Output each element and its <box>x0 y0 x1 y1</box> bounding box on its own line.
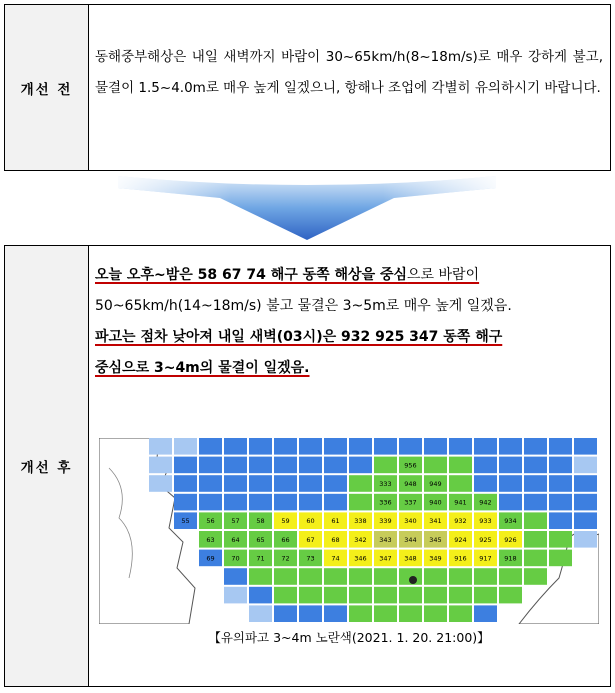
grid-cell-label: 949 <box>429 480 442 488</box>
grid-cell <box>399 605 422 622</box>
grid-cell <box>224 475 247 492</box>
content-cell-before <box>89 5 610 170</box>
grid-cell <box>574 494 597 511</box>
grid-cell <box>299 438 322 455</box>
grid-cell <box>449 587 472 604</box>
grid-cell-label: 57 <box>231 517 240 526</box>
grid-cell-label: 58 <box>256 517 265 526</box>
grid-cell-label: 56 <box>206 517 215 526</box>
grid-cell-label: 932 <box>454 517 467 526</box>
grid-cell <box>149 475 172 492</box>
grid-cell-label: 333 <box>379 480 392 488</box>
grid-cell <box>499 457 522 474</box>
grid-cell-label: 64 <box>231 535 240 544</box>
grid-cell <box>574 531 597 548</box>
grid-cell <box>224 587 247 604</box>
grid-cell <box>299 475 322 492</box>
grid-cell <box>574 512 597 529</box>
grid-cell <box>449 475 472 492</box>
grid-cell-label: 345 <box>429 535 442 544</box>
grid-cell-label: 926 <box>504 535 517 544</box>
grid-cell <box>549 457 572 474</box>
grid-cell <box>299 587 322 604</box>
grid-cell-label: 60 <box>306 517 315 526</box>
grid-cell <box>424 587 447 604</box>
grid-cell <box>374 587 397 604</box>
grid-cell <box>474 475 497 492</box>
before-paragraph: 동해중부해상은 내일 새벽까지 바람이 30~65km/h(8~18m/s)로 매우 강하게 불고, 물결이 1.5~4.0m로 매우 높게 일겠으니, 항해나 조업에 각별히 유의하시기 바랍니다. <box>95 49 603 96</box>
grid-cell-label: 916 <box>454 554 467 563</box>
wave-height-map <box>99 438 599 624</box>
grid-cell <box>474 438 497 455</box>
grid-cell <box>349 475 372 492</box>
grid-cell <box>274 438 297 455</box>
grid-cell <box>499 438 522 455</box>
grid-cell-label: 940 <box>429 498 442 507</box>
label-cell-before <box>5 5 89 170</box>
down-arrow-icon <box>0 172 615 244</box>
grid-cell-label: 336 <box>379 498 392 507</box>
grid-cell <box>374 568 397 585</box>
grid-cell-label: 948 <box>404 480 417 488</box>
grid-cell <box>324 568 347 585</box>
after-line-1-bold: 오늘 오후~밤은 58 67 74 해구 동쪽 해상을 중심 <box>95 267 408 283</box>
grid-cell <box>274 605 297 622</box>
grid-cell <box>499 587 522 604</box>
grid-cell <box>574 457 597 474</box>
after-line-1 <box>95 260 609 291</box>
grid-cell <box>549 531 572 548</box>
grid-cell <box>549 475 572 492</box>
grid-cell-label: 934 <box>504 517 517 526</box>
grid-cell <box>324 475 347 492</box>
after-line-4: 중심으로 3~4m의 물결이 일겠음. <box>95 360 310 376</box>
grid-cell-label: 346 <box>354 554 367 563</box>
grid-cell-label: 339 <box>379 517 392 526</box>
grid-cell <box>549 550 572 567</box>
grid-cell <box>549 494 572 511</box>
grid-cell <box>424 568 447 585</box>
grid-cell <box>149 457 172 474</box>
grid-cell-label: 59 <box>281 517 290 526</box>
grid-cell <box>474 605 497 622</box>
grid-cell <box>349 438 372 455</box>
grid-cell-label: 337 <box>404 498 417 507</box>
grid-cell <box>199 475 222 492</box>
grid-cell <box>224 457 247 474</box>
grid-cell <box>424 438 447 455</box>
grid-cell <box>174 457 197 474</box>
grid-cell <box>174 494 197 511</box>
grid-cell <box>274 475 297 492</box>
grid-cell-label: 71 <box>256 554 265 563</box>
grid-cell <box>299 605 322 622</box>
grid-cell <box>249 587 272 604</box>
grid-cell <box>374 438 397 455</box>
row-after <box>4 245 611 687</box>
grid-cell <box>274 457 297 474</box>
grid-cell <box>324 494 347 511</box>
grid-cell <box>299 568 322 585</box>
grid-cell <box>249 438 272 455</box>
grid-cell <box>424 605 447 622</box>
grid-cell-label: 343 <box>379 535 392 544</box>
grid-cell-label: 348 <box>404 554 417 563</box>
after-paragraph <box>95 260 609 384</box>
grid-cell <box>524 438 547 455</box>
after-line-3: 파고는 점차 낮아져 내일 새벽(03시)은 932 925 347 동쪽 해구 <box>95 329 503 345</box>
grid-cell <box>449 568 472 585</box>
grid-cell <box>299 494 322 511</box>
grid-cell <box>249 605 272 622</box>
grid-cell <box>324 438 347 455</box>
grid-cell <box>524 457 547 474</box>
grid-cell <box>299 457 322 474</box>
after-line-2: 50~65km/h(14~18m/s) 불고 물결은 3~5m로 매우 높게 일겠음. <box>95 298 512 314</box>
grid-cell <box>174 475 197 492</box>
after-line-1-rest: 으로 바람이 <box>407 267 480 283</box>
grid-cell <box>499 568 522 585</box>
grid-cell-label: 349 <box>429 554 442 563</box>
grid-cell <box>574 475 597 492</box>
grid-cell-label: 340 <box>404 517 417 526</box>
label-cell-after <box>5 246 89 686</box>
grid-cell <box>499 494 522 511</box>
grid-cell <box>349 605 372 622</box>
grid-cell <box>349 457 372 474</box>
grid-cell <box>199 457 222 474</box>
grid-cell <box>499 475 522 492</box>
grid-cell <box>574 438 597 455</box>
grid-cell <box>249 457 272 474</box>
grid-cell <box>349 494 372 511</box>
grid-cell <box>549 438 572 455</box>
grid-cell <box>374 457 397 474</box>
grid-cell <box>424 457 447 474</box>
grid-cell <box>549 512 572 529</box>
grid-cell <box>524 531 547 548</box>
grid-cell <box>324 587 347 604</box>
grid-cell <box>274 494 297 511</box>
grid-cell <box>449 457 472 474</box>
grid-cell <box>149 438 172 455</box>
grid-cell-label: 918 <box>504 554 517 563</box>
grid-cell-label: 342 <box>354 535 367 544</box>
grid-cell-label: 956 <box>404 461 417 470</box>
grid-cell <box>524 568 547 585</box>
grid-cell-label: 925 <box>479 535 492 544</box>
grid-cell-label: 67 <box>306 535 315 544</box>
grid-cell-label: 924 <box>454 535 467 544</box>
grid-cell <box>449 438 472 455</box>
grid-cell-label: 55 <box>181 517 190 526</box>
grid-cell <box>324 457 347 474</box>
grid-cell <box>524 475 547 492</box>
grid-cell-label: 73 <box>306 554 315 563</box>
label-before: 개선 전 <box>20 81 73 98</box>
grid-cell-label: 72 <box>281 554 290 563</box>
grid-cell-label: 65 <box>256 535 265 544</box>
grid-cell <box>324 605 347 622</box>
grid-cell-label: 941 <box>454 498 467 507</box>
grid-cell <box>199 494 222 511</box>
grid-cell-label: 69 <box>206 554 215 563</box>
island-dot <box>409 576 417 584</box>
grid-cell-label: 63 <box>206 535 215 544</box>
grid-cell-label: 74 <box>331 554 340 563</box>
wave-grid-map <box>99 438 599 624</box>
map-caption: 【유의파고 3~4m 노란색(2021. 1. 20. 21:00)】 <box>208 630 490 645</box>
grid-cell-label: 933 <box>479 517 492 526</box>
grid-cell <box>474 457 497 474</box>
grid-cell-label: 61 <box>331 517 340 526</box>
grid-cell <box>474 587 497 604</box>
grid-cell <box>249 475 272 492</box>
grid-cell <box>249 494 272 511</box>
grid-cell <box>249 568 272 585</box>
grid-cell-label: 942 <box>479 498 492 507</box>
grid-cell <box>174 438 197 455</box>
grid-cell <box>274 568 297 585</box>
grid-cell <box>349 568 372 585</box>
grid-cell <box>524 494 547 511</box>
grid-cell <box>349 587 372 604</box>
grid-cell-label: 66 <box>281 535 290 544</box>
grid-cell <box>199 438 222 455</box>
grid-cell-label: 347 <box>379 554 392 563</box>
grid-cell <box>224 494 247 511</box>
grid-cell-label: 341 <box>429 517 442 526</box>
grid-cell <box>474 568 497 585</box>
grid-cell <box>524 550 547 567</box>
grid-cell <box>449 605 472 622</box>
content-cell-after <box>89 246 610 686</box>
grid-cell-label: 338 <box>354 517 367 526</box>
label-after: 개선 후 <box>20 460 73 476</box>
grid-cell <box>524 512 547 529</box>
grid-cell <box>374 605 397 622</box>
grid-cell <box>399 587 422 604</box>
grid-cell-label: 70 <box>231 554 240 563</box>
grid-cell <box>274 587 297 604</box>
row-before <box>4 4 611 171</box>
grid-cell-label: 917 <box>479 554 492 563</box>
grid-cell-label: 68 <box>331 535 340 544</box>
grid-cell-label: 344 <box>404 535 417 544</box>
grid-cell <box>399 438 422 455</box>
grid-cell <box>224 568 247 585</box>
grid-cell <box>224 438 247 455</box>
